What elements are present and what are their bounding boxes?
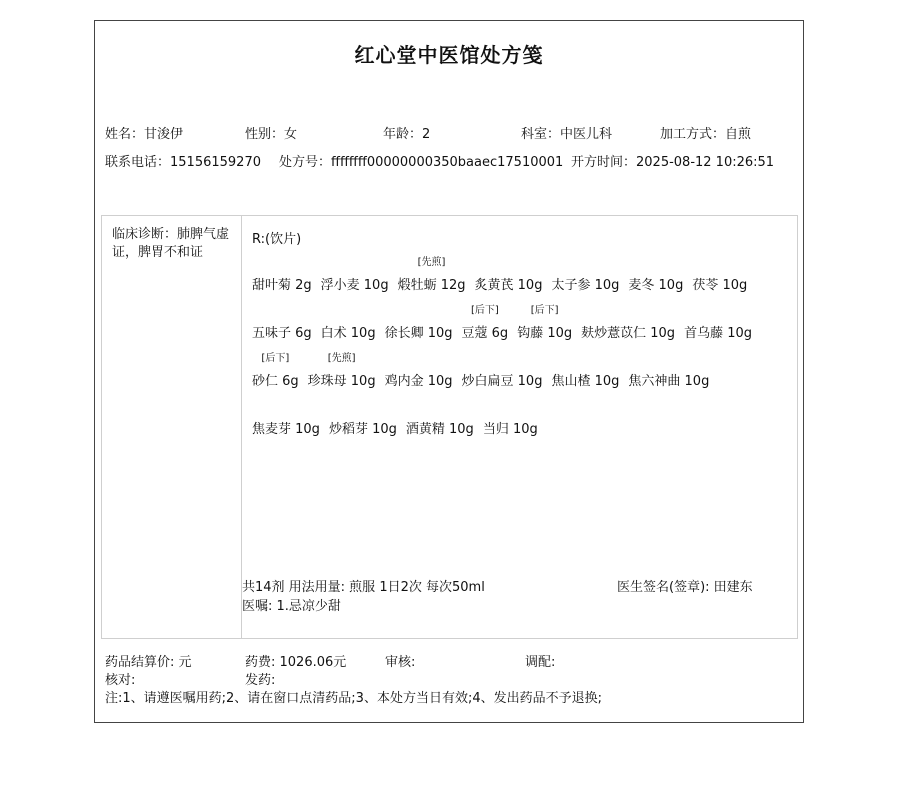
doctor-signature: 医生签名(签章): 田建东 bbox=[617, 580, 753, 595]
herb-item bbox=[307, 353, 376, 389]
herb-item bbox=[551, 274, 619, 293]
herb-name: 炙黄芪 10g bbox=[474, 278, 543, 293]
herb-name: 焦六神曲 10g bbox=[628, 374, 710, 389]
herb-name: 茯苓 10g bbox=[692, 278, 748, 293]
herb-name: 太子参 10g bbox=[551, 278, 620, 293]
patient-age: 年龄：2 bbox=[383, 127, 431, 142]
herb-name: 酒黄精 10g bbox=[405, 422, 474, 437]
herb-note: [先煎] bbox=[327, 353, 356, 364]
herb-item bbox=[321, 322, 376, 341]
herb-line bbox=[252, 305, 761, 341]
herb-item bbox=[252, 274, 312, 293]
herb-name: 焦麦芽 10g bbox=[252, 422, 320, 437]
herb-name: 炒白扁豆 10g bbox=[461, 374, 543, 389]
herb-item bbox=[692, 274, 747, 293]
contact-phone: 联系电话：15156159270 bbox=[105, 155, 261, 170]
herb-name: 鸡内金 10g bbox=[384, 374, 453, 389]
herb-name: 甜叶菊 2g bbox=[252, 278, 312, 293]
herb-name: 白术 10g bbox=[320, 326, 376, 341]
medical-advice: 医嘱: 1.忌凉少甜 bbox=[242, 599, 341, 614]
herb-line bbox=[252, 257, 756, 293]
herb-name: 徐长卿 10g bbox=[384, 326, 453, 341]
herb-note: [后下] bbox=[470, 305, 499, 316]
herb-item bbox=[385, 370, 453, 389]
herb-note: [先煎] bbox=[417, 257, 446, 268]
herb-item bbox=[581, 322, 675, 341]
herb-item bbox=[406, 418, 474, 437]
herb-item bbox=[684, 322, 752, 341]
herb-item bbox=[483, 418, 538, 437]
herb-item bbox=[628, 274, 683, 293]
herb-item bbox=[461, 305, 509, 341]
herb-item bbox=[385, 322, 453, 341]
herb-name: 焦山楂 10g bbox=[551, 374, 620, 389]
herb-name: 珍珠母 10g bbox=[307, 374, 376, 389]
herb-item bbox=[252, 418, 320, 437]
herb-name: 首乌藤 10g bbox=[684, 326, 752, 341]
herb-name: 浮小麦 10g bbox=[320, 278, 389, 293]
usage-instructions: 共14剂 用法用量: 煎服 1日2次 每次50ml bbox=[242, 580, 485, 595]
herb-line bbox=[252, 353, 718, 389]
herb-name: 五味子 6g bbox=[252, 326, 312, 341]
page-title: 红心堂中医馆处方笺 bbox=[354, 43, 544, 67]
clinical-diagnosis: 临床诊断：肺脾气虚证，脾胃不和证 bbox=[112, 227, 230, 260]
department: 科室：中医儿科 bbox=[521, 127, 613, 142]
herb-name: 麸炒薏苡仁 10g bbox=[581, 326, 676, 341]
herb-item bbox=[329, 418, 397, 437]
herb-name: 砂仁 6g bbox=[252, 374, 299, 389]
prescription-body bbox=[101, 215, 798, 639]
herb-name: 炒稻芽 10g bbox=[328, 422, 397, 437]
patient-name: 姓名：甘浚伊 bbox=[105, 127, 184, 142]
herb-item bbox=[252, 353, 299, 389]
herb-item bbox=[321, 274, 389, 293]
settlement-price: 药品结算价: 元 bbox=[105, 655, 192, 670]
herb-item bbox=[517, 305, 573, 341]
herb-item bbox=[397, 257, 466, 293]
column-divider bbox=[241, 216, 242, 638]
herb-item bbox=[551, 370, 619, 389]
processing-method: 加工方式：自煎 bbox=[660, 127, 752, 142]
herb-item bbox=[462, 370, 543, 389]
notice-text: 注:1、请遵医嘱用药;2、请在窗口点清药品;3、本处方当日有效;4、发出药品不予退换; bbox=[105, 691, 602, 706]
herb-name: 钩藤 10g bbox=[517, 326, 573, 341]
rx-header: R:(饮片) bbox=[252, 232, 302, 247]
prescription-time: 开方时间：2025-08-12 10:26:51 bbox=[571, 155, 775, 170]
herb-line bbox=[252, 418, 547, 437]
drug-fee: 药费: 1026.06元 bbox=[245, 655, 347, 670]
herb-note: [后下] bbox=[261, 353, 290, 364]
prescription-number: 处方号：ffffffff00000000350baaec17510001 bbox=[279, 155, 564, 170]
herb-item bbox=[475, 274, 543, 293]
issue-label: 发药: bbox=[245, 673, 276, 688]
review-label: 审核: bbox=[385, 655, 416, 670]
herb-name: 麦冬 10g bbox=[628, 278, 684, 293]
check-label: 核对: bbox=[105, 673, 136, 688]
herb-name: 当归 10g bbox=[482, 422, 538, 437]
herb-item bbox=[252, 322, 312, 341]
herb-name: 豆蔻 6g bbox=[461, 326, 509, 341]
prescription-form bbox=[94, 20, 804, 723]
dispense-label: 调配: bbox=[525, 655, 556, 670]
herb-item bbox=[628, 370, 709, 389]
herb-note: [后下] bbox=[530, 305, 559, 316]
patient-gender: 性别：女 bbox=[245, 127, 298, 142]
herb-name: 煅牡蛎 12g bbox=[397, 278, 466, 293]
